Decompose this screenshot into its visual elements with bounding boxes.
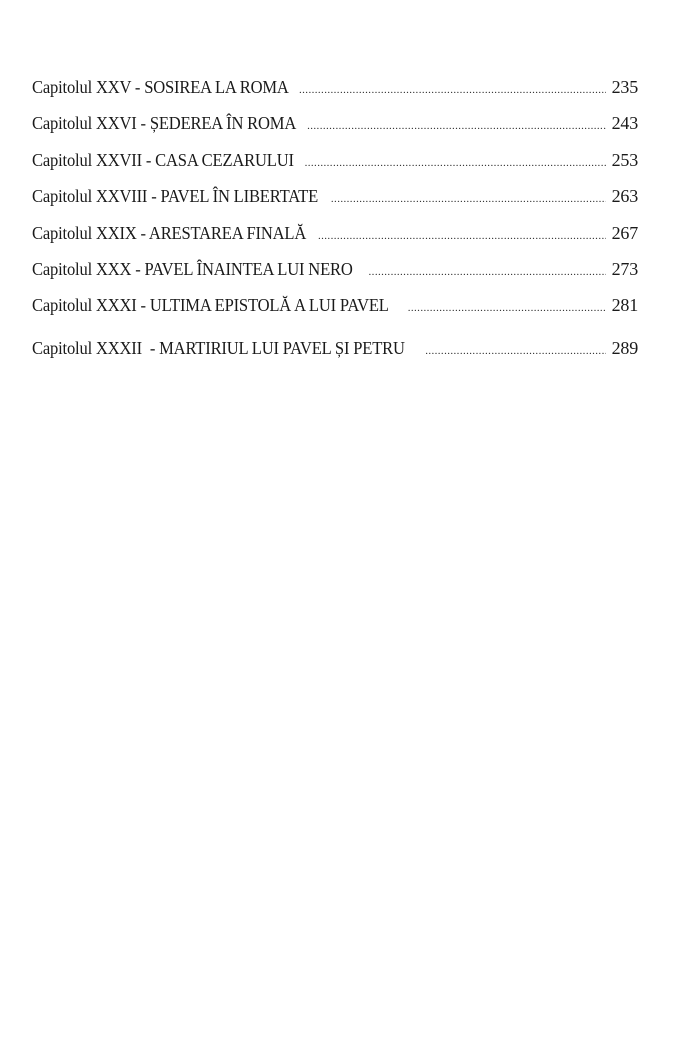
- toc-entry-page: 243: [611, 113, 638, 134]
- toc-entry[interactable]: [32, 294, 638, 330]
- toc-entry-title: Capitolul XXVI - ȘEDEREA ÎN ROMA: [32, 113, 297, 134]
- toc-entry-title: Capitolul XXVII - CASA CEZARULUI: [32, 149, 294, 170]
- toc-dot-leader: [425, 340, 606, 362]
- toc-entry-page: 273: [611, 258, 638, 279]
- toc-entry[interactable]: [32, 112, 638, 148]
- toc-entry-title: Capitolul XXXI - ULTIMA EPISTOLĂ A LUI PAVEL: [32, 295, 389, 316]
- toc-entry[interactable]: [32, 149, 638, 185]
- table-of-contents: [32, 76, 638, 373]
- toc-entry-title: Capitolul XXVIII - PAVEL ÎN LIBERTATE: [32, 186, 319, 207]
- toc-entry-page: 267: [611, 222, 638, 243]
- toc-entry[interactable]: [32, 258, 638, 294]
- toc-dot-leader: [318, 225, 606, 247]
- toc-entry-page: 263: [611, 186, 638, 207]
- toc-entry-title: Capitolul XXX - PAVEL ÎNAINTEA LUI NERO: [32, 258, 353, 279]
- toc-entry[interactable]: [32, 76, 638, 112]
- toc-entry-page: 289: [611, 337, 638, 358]
- toc-entry[interactable]: [32, 185, 638, 221]
- toc-entry[interactable]: [32, 337, 638, 373]
- toc-dot-leader: [408, 297, 606, 319]
- toc-entry-title: Capitolul XXXII - MARTIRIUL LUI PAVEL ȘI PETRU: [32, 337, 405, 358]
- toc-entry-page: 235: [611, 77, 638, 97]
- toc-dot-leader: [307, 115, 606, 137]
- toc-entry-page: 281: [611, 295, 638, 316]
- toc-entry[interactable]: [32, 222, 638, 258]
- toc-entry-title: Capitolul XXV - SOSIREA LA ROMA: [32, 77, 289, 97]
- toc-dot-leader: [299, 79, 606, 101]
- toc-entry-title: Capitolul XXIX - ARESTAREA FINALĂ: [32, 222, 307, 243]
- toc-dot-leader: [369, 261, 606, 283]
- toc-entry-page: 253: [611, 149, 638, 170]
- toc-dot-leader: [305, 152, 606, 174]
- toc-dot-leader: [331, 188, 606, 210]
